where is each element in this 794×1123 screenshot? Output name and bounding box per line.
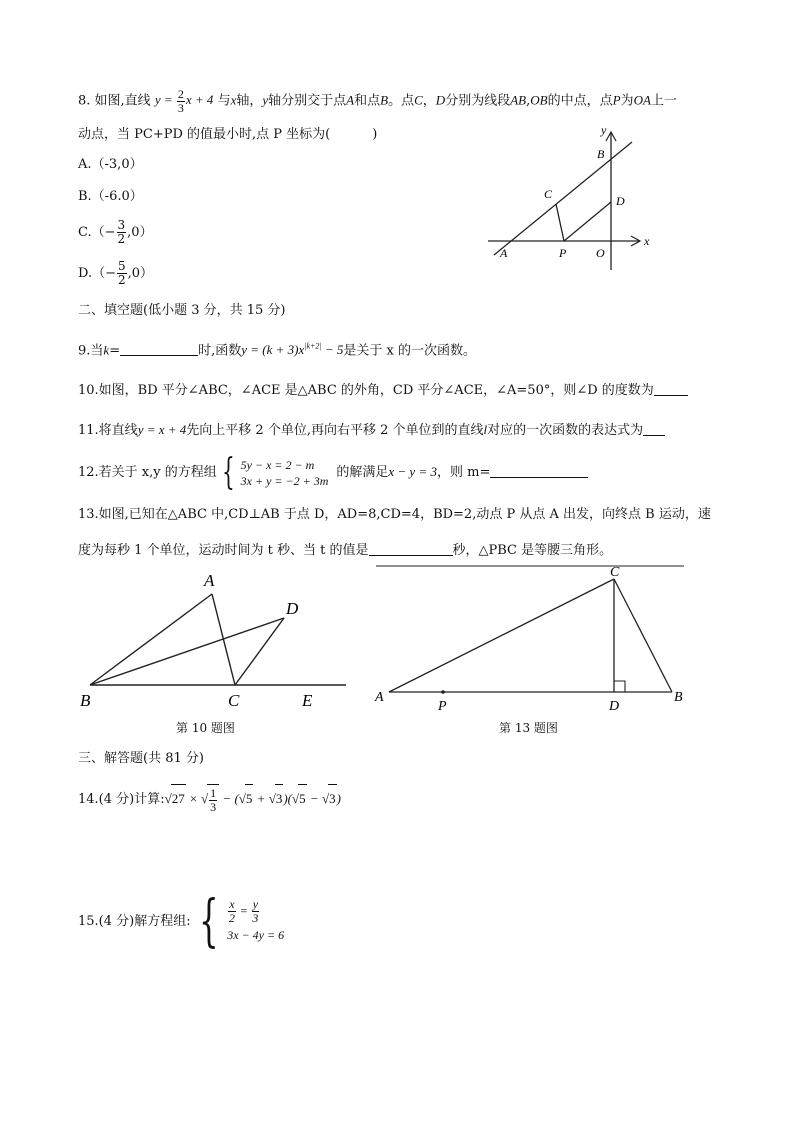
label-p: P xyxy=(559,246,567,260)
label-x: x xyxy=(644,234,650,248)
q9-answer-blank[interactable] xyxy=(120,341,198,356)
q8-option-a[interactable]: A.（-3,0） xyxy=(78,157,143,172)
label-b: B xyxy=(597,147,605,161)
q14-expression: √27 × √ $\frac{1}{3}$ − (√5 + √3)(√5 − √3) xyxy=(164,785,341,814)
q8-line1: 8. 如图,直线 y = $\frac{2}{3}$ x + 4 与x轴，y轴分别交于点A和点B。点C，D分别为线段AB,OB的中点，点P为OA上一 xyxy=(78,87,677,115)
q11-answer-blank[interactable] xyxy=(643,421,665,436)
q8-number: 8. xyxy=(78,93,91,109)
section-2-heading: 二、填空题(低小题 3 分，共 15 分) xyxy=(78,303,286,318)
q8-option-d[interactable]: D.（− $\frac{5}{2}$ ,0） xyxy=(78,259,154,287)
q8-line2: 动点，当 PC+PD 的值最小时,点 P 坐标为( ) xyxy=(78,127,378,142)
q13-line2: 度为每秒 1 个单位，运动时间为 t 秒、当 t 的值是 秒，△PBC 是等腰三角形。 xyxy=(78,543,613,558)
right-angle-mark xyxy=(614,681,625,692)
figure-10-caption: 第 10 题图 xyxy=(176,721,235,735)
fig13-label-b: B xyxy=(674,690,683,705)
segment-ac xyxy=(389,579,614,692)
label-y: y xyxy=(601,123,607,137)
label-d: D xyxy=(616,194,625,208)
point-p xyxy=(441,690,445,694)
q11-line-eq: y = x + 4 xyxy=(137,422,187,437)
q15-system: { $\frac{x}{2}$ = $\frac{y}{3}$ 3x − 4y = 6 xyxy=(198,888,285,954)
segment-cd xyxy=(235,618,284,685)
label-o: O xyxy=(596,246,605,260)
q8-equation: y = $\frac{2}{3}$ x + 4 xyxy=(154,87,214,115)
q9: 9.当k= 时,函数$y = (k + 3)x^{|k+2|} - 5$是关于 x 的一次函数。 xyxy=(78,342,476,359)
segment-ba xyxy=(90,594,212,685)
q15: 15.(4 分)解方程组: { $\frac{x}{2}$ = $\frac{y}{3}$ 3x − 4y = 6 xyxy=(78,888,285,954)
q12-system: { 5y − x = 2 − m 3x + y = −2 + 3m xyxy=(221,451,329,493)
segment-bd xyxy=(90,618,284,685)
fig13-label-a: A xyxy=(375,690,384,705)
q8-graph xyxy=(480,120,670,270)
segment-cp xyxy=(556,204,564,241)
fig13-label-c: C xyxy=(610,565,620,580)
segment-cb xyxy=(614,579,672,692)
q13-answer-blank[interactable] xyxy=(369,541,453,556)
label-a: A xyxy=(500,246,508,260)
q14: 14.(4 分)计算:√27 × √ $\frac{1}{3}$ − (√5 + √3)(√5 − √3) xyxy=(78,785,341,814)
fig10-label-a: A xyxy=(204,571,215,590)
fig10-label-c: C xyxy=(228,691,240,710)
q10-answer-blank[interactable] xyxy=(654,381,688,396)
figure-10 xyxy=(76,566,350,716)
q13-line1: 13.如图,已知在△ABC 中,CD⊥AB 于点 D，AD=8,CD=4，BD=2,动点 P 从点 A 出发，向终点 B 运动，速 xyxy=(78,507,711,522)
fig10-label-b: B xyxy=(80,691,91,710)
figure-13 xyxy=(372,562,688,718)
q8-option-c[interactable]: C.（− $\frac{3}{2}$ ,0） xyxy=(78,218,153,246)
q12: 12.若关于 x,y 的方程组 { 5y − x = 2 − m 3x + y = −2 + 3m 的解满足x − y = 3，则 m= xyxy=(78,455,588,490)
fig10-label-e: E xyxy=(302,691,313,710)
label-c: C xyxy=(544,187,553,201)
q9-function: $y = (k + 3)x^{|k+2|} - 5$ xyxy=(241,342,344,358)
fig10-label-d: D xyxy=(286,599,299,618)
segment-pd xyxy=(564,202,611,241)
figure-13-caption: 第 13 题图 xyxy=(499,721,558,735)
fig13-label-p: P xyxy=(438,699,447,714)
q11: 11.将直线y = x + 4先向上平移 2 个单位,再向右平移 2 个单位到的直线l对应的一次函数的表达式为 xyxy=(78,420,665,441)
q10: 10.如图，BD 平分∠ABC，∠ACE 是△ABC 的外角，CD 平分∠ACE，∠A=50°，则∠D 的度数为 xyxy=(78,381,688,401)
section-3-heading: 三、解答题(共 81 分) xyxy=(78,751,204,766)
fig13-label-d: D xyxy=(609,699,620,714)
q8-text-pre: 如图,直线 xyxy=(94,93,151,109)
q8-option-b[interactable]: B.（-6.0） xyxy=(78,189,143,204)
q12-answer-blank[interactable] xyxy=(490,463,588,478)
